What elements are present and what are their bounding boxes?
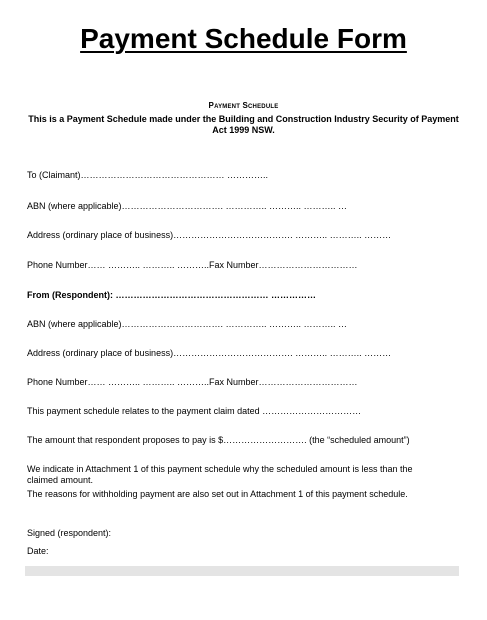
scheduled-amount-field[interactable]: The amount that respondent proposes to pay is $………………………. (the “scheduled amount”) <box>27 435 410 445</box>
date-field[interactable]: Date: <box>27 546 49 556</box>
from-respondent-field[interactable]: From (Respondent): …………………………………………… …………… <box>27 290 316 300</box>
intro-statement: This is a Payment Schedule made under the Building and Construction Industry Security of Payment Act 1999 NSW. <box>28 114 459 135</box>
payment-claim-date-field[interactable]: This payment schedule relates to the payment claim dated …………………………… <box>27 406 362 416</box>
respondent-phone-fax-field[interactable]: Phone Number…… ……….. ……….. ………..Fax Number…………………………… <box>27 377 358 387</box>
section-heading: Payment Schedule <box>208 101 279 110</box>
withholding-reason-text: The reasons for withholding payment are also set out in Attachment 1 of this payment schedule. <box>27 489 408 499</box>
to-claimant-field[interactable]: To (Claimant)………………………………………… ………….. <box>27 170 269 180</box>
claimant-address-field[interactable]: Address (ordinary place of business)…………………………………. ……….. ……….. ……… <box>27 230 392 240</box>
form-title: Payment Schedule Form <box>80 23 407 54</box>
claimant-abn-field[interactable]: ABN (where applicable)……………………………. ………….. ……….. ……….. … <box>27 201 348 211</box>
claimant-phone-fax-field[interactable]: Phone Number…… ……….. ……….. ………..Fax Number…………………………… <box>27 260 358 270</box>
signed-respondent-field[interactable]: Signed (respondent): <box>27 528 112 538</box>
respondent-address-field[interactable]: Address (ordinary place of business)…………………………………. ……….. ……….. ……… <box>27 348 392 358</box>
attachment-reason-text: We indicate in Attachment 1 of this payment schedule why the scheduled amount is less than the claimed amount. <box>27 464 413 485</box>
footer-bar <box>25 566 459 576</box>
respondent-abn-field[interactable]: ABN (where applicable)……………………………. ………….. ……….. ……….. … <box>27 319 348 329</box>
